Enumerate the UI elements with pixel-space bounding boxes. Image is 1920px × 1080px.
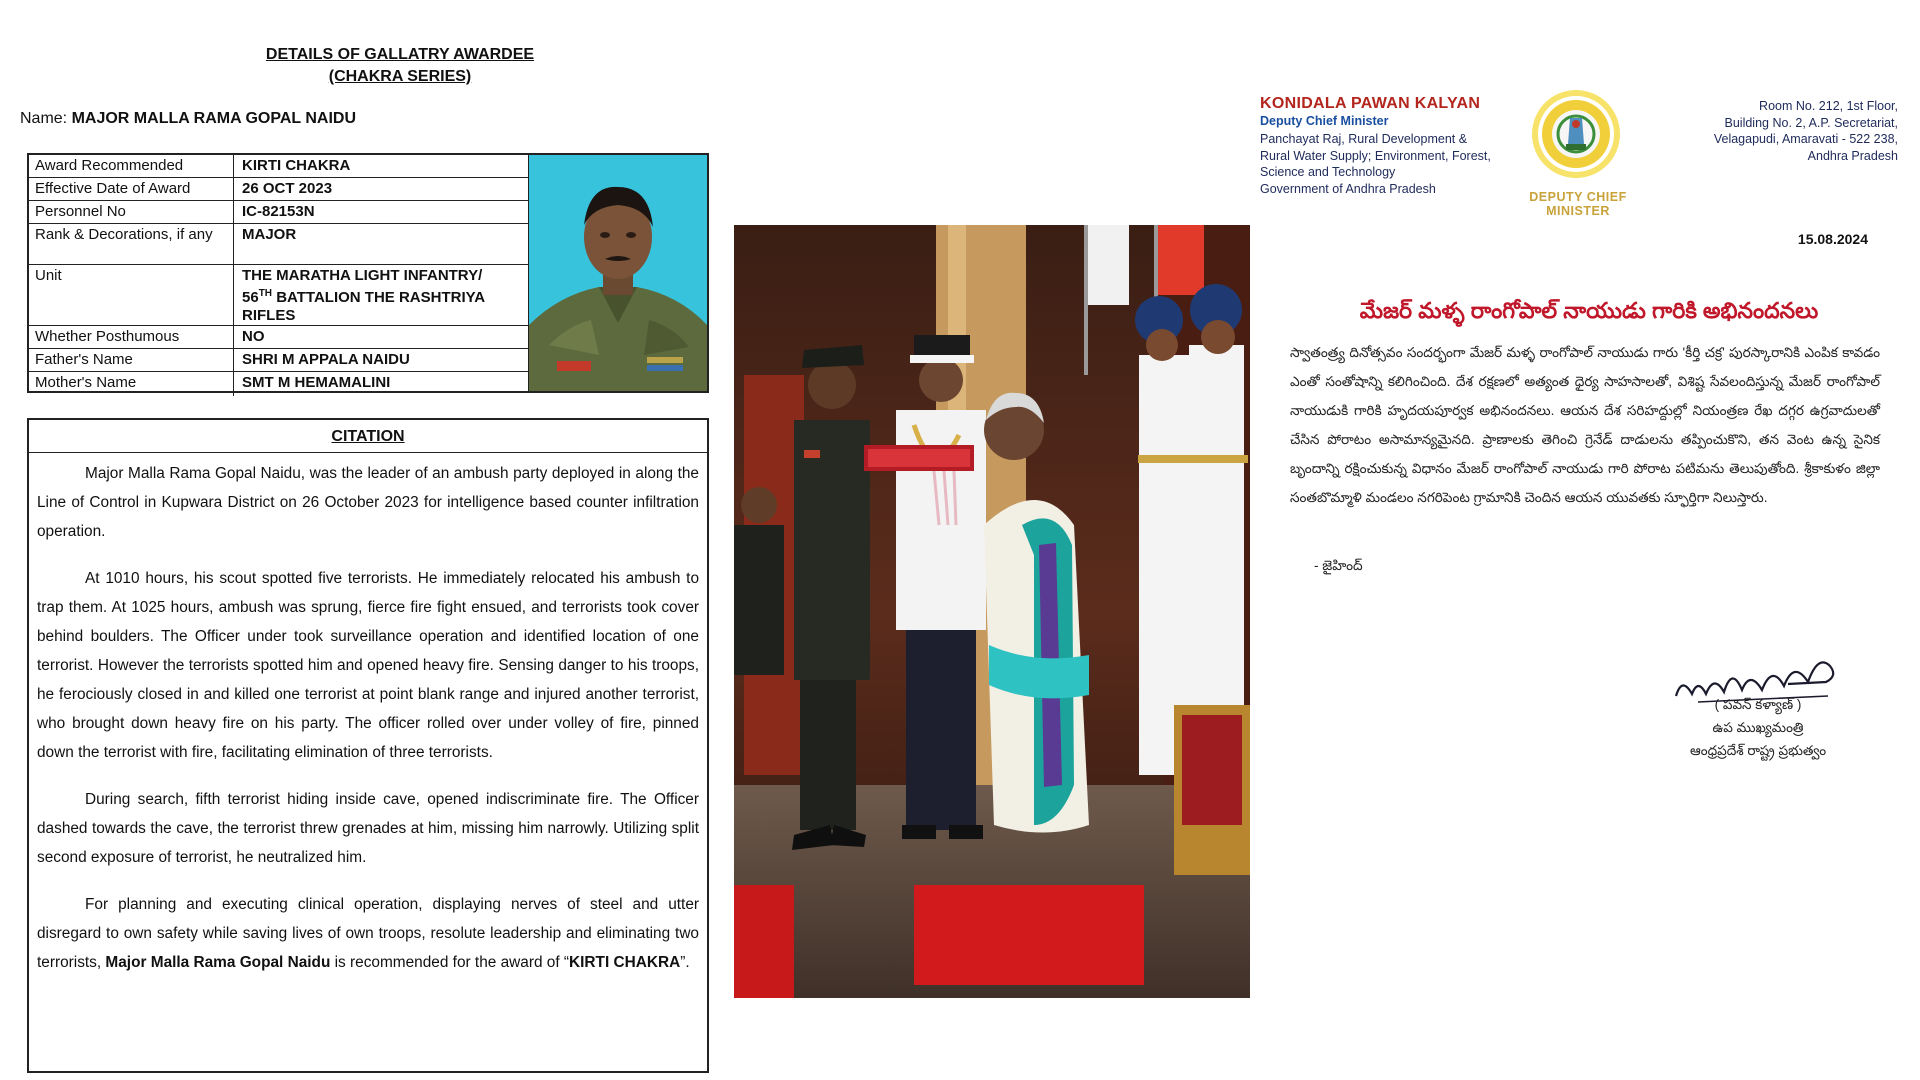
- row-label: Mother's Name: [29, 372, 234, 396]
- sender-portfolio: Panchayat Raj, Rural Development & Rural Water Supply; Environment, Forest, Science and Technology: [1260, 132, 1491, 179]
- document-title-line-1: DETAILS OF GALLATRY AWARDEE: [265, 46, 535, 63]
- signatory-name: ( పవన్ కళ్యాణ్ ): [1714, 697, 1802, 712]
- letter-body: స్వాతంత్ర్య దినోత్సవం సందర్భంగా మేజర్ మళ్ళ రాంగోపాల్ నాయుడు గారు 'కీర్తి చక్ర' పురస్కారానికి ఎంపిక కావడం ఎంతో సంతోషాన్ని కలిగించింది. దేశ రక్షణలో అత్యంత ధైర్య సాహసాలతో, విశిష్ట సేవలందిస్తున్న మేజర్ రాంగోపాల్ నాయుడుకి గారికి హృదయపూర్వక అభినందనలు. ఆయన దేశ సరిహద్దుల్లో నియంత్రణ రేఖ దగ్గర ఉగ్రవాదులతో చేసిన పోరాటం అసామాన్యమైనది. ప్రాణాలకు తెగించి గ్రెనేడ్ దాడులను తప్పించుకొని, తన వెంట ఉన్న సైనిక బృందాన్ని రక్షించుకున్న విధానం మేజర్ రాంగోపాల్ నాయుడు గారి పోరాట పటిమను తెలుపుతోంది. శ్రీకాకుళం జిల్లా సంతబొమ్మాళి మండలం నగరిపెంట గ్రామానికి చెందిన ఆయన యువతకు స్ఫూర్తిగా నిలుస్తారు.: [1290, 345, 1880, 505]
- letter-date: 15.08.2024: [1797, 231, 1868, 247]
- ceremony-photo-drawing: [734, 225, 1250, 998]
- row-label: Whether Posthumous: [29, 326, 234, 348]
- row-value: MAJOR: [242, 226, 297, 243]
- row-label: Personnel No: [29, 201, 234, 223]
- citation-final-text-2: is recommended for the award of “: [330, 954, 570, 971]
- row-label: Award Recommended: [29, 155, 234, 177]
- unit-line-2: [242, 285, 526, 307]
- address-line: Andhra Pradesh: [1807, 148, 1898, 163]
- row-value: SMT M HEMAMALINI: [242, 374, 391, 391]
- table-row: [29, 201, 534, 224]
- sender-government: Government of Andhra Pradesh: [1260, 181, 1436, 196]
- battalion-suffix: TH: [258, 288, 273, 299]
- row-value: SHRI M APPALA NAIDU: [242, 351, 410, 368]
- row-label: Unit: [29, 265, 234, 325]
- citation-paragraph: During search, fifth terrorist hiding inside cave, opened indiscriminate fire. The Officer dashed towards the cave, the terrorist threw grenades at him, missing him narrowly. Utilizing split second exposure of terrorist, he neutralized him.: [37, 791, 699, 866]
- row-label: Effective Date of Award: [29, 178, 234, 200]
- address-line: Velagapudi, Amaravati - 522 238,: [1713, 132, 1898, 146]
- unit-line-1: THE MARATHA LIGHT INFANTRY/: [242, 267, 483, 284]
- row-value: KIRTI CHAKRA: [242, 157, 351, 174]
- citation-paragraph: Major Malla Rama Gopal Naidu, was the leader of an ambush party deployed in along the Line of Control in Kupwara District on 26 October 2023 for intelligence based counter infiltration operation.: [37, 465, 699, 540]
- row-label: Rank & Decorations, if any: [29, 224, 234, 264]
- award-details-table: [27, 153, 709, 393]
- citation-final-end: ”.: [680, 954, 690, 971]
- congratulatory-letter: [1258, 0, 1920, 1080]
- letter-heading: మేజర్ మళ్ళ రాంగోపాల్ నాయుడు గారికి అభినందనలు: [1359, 298, 1819, 323]
- row-value: 26 OCT 2023: [242, 180, 333, 197]
- unit-line-3: RIFLES: [242, 307, 296, 324]
- andhra-pradesh-emblem-icon: [1530, 88, 1622, 180]
- table-row: [29, 224, 534, 265]
- unit-value: [234, 265, 534, 325]
- table-row: [29, 265, 534, 326]
- citation-body: [29, 453, 707, 977]
- row-label: Father's Name: [29, 349, 234, 371]
- battalion-text: BATTALION THE RASHTRIYA: [272, 289, 486, 306]
- address-line: Building No. 2, A.P. Secretariat,: [1724, 115, 1898, 130]
- citation-paragraph-final: [37, 890, 699, 977]
- signatory-government: ఆంధ్రప్రదేశ్ రాష్ట్ర ప్రభుత్వం: [1689, 743, 1827, 758]
- name-label: Name:: [20, 110, 68, 127]
- battalion-number: 56: [242, 289, 259, 306]
- sender-department: [1260, 131, 1500, 197]
- document-title-line-2: (CHAKRA SERIES): [328, 68, 472, 85]
- signatory-title: ఉప ముఖ్యమంత్రి: [1712, 720, 1804, 735]
- letter-closing: - జైహింద్: [1314, 558, 1363, 573]
- sender-role: Deputy Chief Minister: [1260, 114, 1389, 128]
- citation-final-award: KIRTI CHAKRA: [569, 954, 681, 971]
- citation-final-text: For planning and executing clinical operation, displaying nerves of steel and utter disregard to own safety while saving lives of own troops, resolute leadership and eliminating two terrorists,: [37, 896, 699, 971]
- awardee-name-line: [20, 110, 356, 128]
- row-value: IC-82153N: [242, 203, 315, 220]
- citation-paragraph: At 1010 hours, his scout spotted five terrorists. He immediately relocated his ambush to trap them. At 1025 hours, ambush was sprung, fierce fire fight ensued, and terrorists took cover behind boulders. The Officer under took surveillance operation and identified location of one terrorist. However the terrorists spotted him and opened heavy fire. Sensing danger to his troops, he ferociously closed in and killed one terrorist at point blank range and injured another terrorist, who brought down heavy fire on his party. The officer rolled over under volley of fire, pinned down the terrorist with fire, facilitating elimination of three terrorists.: [37, 570, 699, 761]
- emblem-caption: DEPUTY CHIEF MINISTER: [1529, 190, 1627, 218]
- awardee-portrait: [528, 155, 707, 391]
- gallantry-award-document: [0, 0, 720, 1080]
- table-row: [29, 178, 534, 201]
- sender-name: KONIDALA PAWAN KALYAN: [1260, 95, 1481, 112]
- address-line: Room No. 212, 1st Floor,: [1759, 99, 1898, 113]
- award-details-rows: [29, 155, 534, 396]
- table-row: [29, 155, 534, 178]
- office-address: [1714, 98, 1898, 164]
- citation-box: [27, 418, 709, 1073]
- citation-heading: CITATION: [29, 420, 707, 453]
- awardee-name: MAJOR MALLA RAMA GOPAL NAIDU: [71, 110, 357, 127]
- table-row: [29, 372, 534, 396]
- table-row: [29, 326, 534, 349]
- award-ceremony-photo: [734, 225, 1250, 998]
- document-title: [0, 44, 800, 88]
- table-row: [29, 349, 534, 372]
- portrait-drawing: [529, 155, 707, 391]
- citation-final-name: Major Malla Rama Gopal Naidu: [105, 954, 331, 971]
- row-value: NO: [242, 328, 265, 345]
